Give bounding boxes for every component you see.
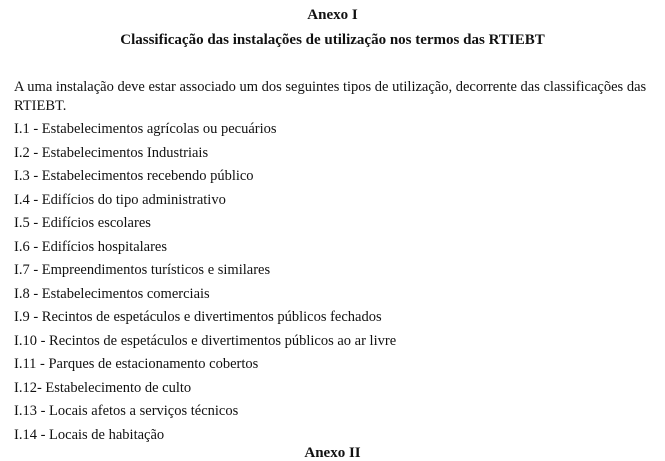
list-item: I.5 - Edifícios escolares xyxy=(14,215,151,231)
usage-type-list xyxy=(14,120,396,449)
list-item: I.11 - Parques de estacionamento cobertos xyxy=(14,356,259,372)
list-item: I.3 - Estabelecimentos recebendo público xyxy=(14,168,254,184)
list-item: I.12- Estabelecimento de culto xyxy=(14,379,192,396)
list-item: I.13 - Locais afetos a serviços técnicos xyxy=(14,403,239,419)
next-annex-title: Anexo II xyxy=(304,445,361,461)
list-item: I.6 - Edifícios hospitalares xyxy=(14,238,168,255)
list-item: I.9 - Recintos de espetáculos e divertimentos públicos fechados xyxy=(14,309,382,325)
list-item: I.14 - Locais de habitação xyxy=(14,426,165,443)
list-item: I.10 - Recintos de espetáculos e divertimentos públicos ao ar livre xyxy=(14,332,397,349)
annex-title: Anexo I xyxy=(307,7,358,23)
list-item: I.4 - Edifícios do tipo administrativo xyxy=(14,191,226,208)
list-item: I.8 - Estabelecimentos comerciais xyxy=(14,285,210,302)
intro-paragraph: A uma instalação deve estar associado um dos seguintes tipos de utilização, decorrente das classificações das RTIEBT. xyxy=(14,79,647,114)
list-item: I.7 - Empreendimentos turísticos e similares xyxy=(14,262,271,278)
list-item: I.1 - Estabelecimentos agrícolas ou pecuários xyxy=(14,121,277,137)
annex-subtitle: Classificação das instalações de utilização nos termos das RTIEBT xyxy=(120,32,545,48)
list-item: I.2 - Estabelecimentos Industriais xyxy=(14,144,209,161)
